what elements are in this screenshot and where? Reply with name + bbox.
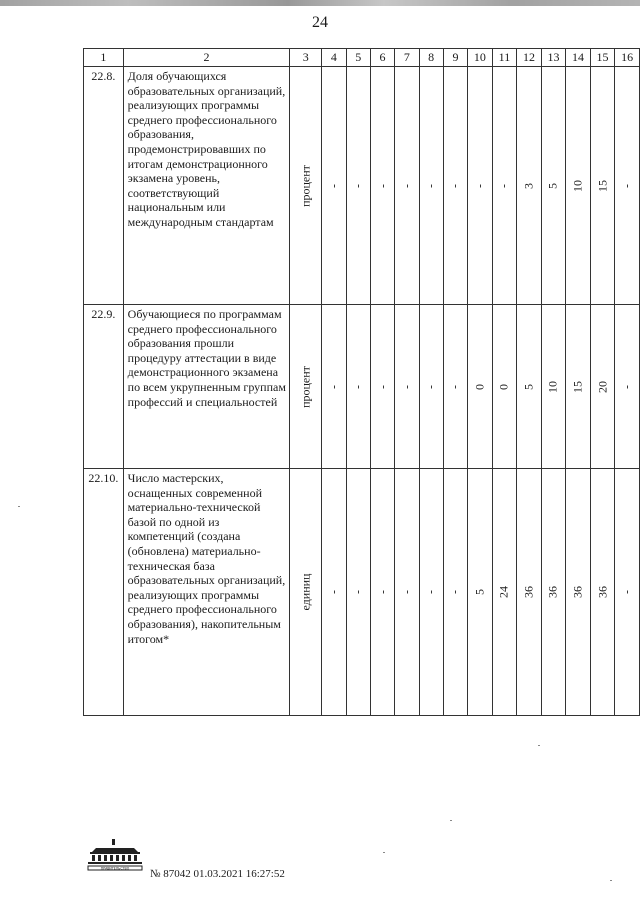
value-text: -	[423, 590, 438, 594]
value-cell	[468, 469, 493, 716]
value-cell	[615, 469, 640, 716]
column-header: 12	[517, 49, 542, 67]
column-header: 16	[615, 49, 640, 67]
column-header: 2	[123, 49, 290, 67]
value-text: -	[619, 590, 634, 594]
value-cell	[322, 469, 346, 716]
value-cell	[566, 305, 591, 469]
column-header: 5	[346, 49, 370, 67]
value-text: 36	[570, 586, 585, 598]
row-number: 22.10.	[84, 469, 124, 716]
value-text: -	[497, 183, 512, 188]
value-text: -	[448, 590, 463, 594]
column-header: 7	[395, 49, 419, 67]
value-text: -	[448, 384, 463, 389]
unit-label: единиц	[298, 573, 313, 611]
indicator-table	[83, 48, 640, 716]
column-header: 8	[419, 49, 443, 67]
value-cell	[492, 305, 517, 469]
value-cell	[615, 67, 640, 305]
indicator-name: Число мастерских, оснащенных современной материально-технической базой по одной из компетенций (создана (обновлена) материально-техническая база образовательных организаций, реализующих программы среднего профессионального образования), накопительным итогом*	[123, 469, 290, 716]
value-text: 5	[546, 182, 561, 189]
value-cell	[468, 67, 493, 305]
value-cell	[322, 305, 346, 469]
value-cell	[443, 305, 467, 469]
column-header: 15	[590, 49, 615, 67]
value-text: 0	[497, 383, 512, 390]
value-cell	[566, 469, 591, 716]
value-cell	[419, 469, 443, 716]
value-text: 36	[521, 586, 536, 598]
value-cell	[322, 67, 346, 305]
scan-edge	[0, 0, 640, 6]
value-text: -	[350, 384, 365, 389]
column-header: 10	[468, 49, 493, 67]
value-cell	[517, 67, 542, 305]
value-text: -	[326, 590, 341, 594]
value-text: -	[375, 183, 390, 188]
page-number: 24	[312, 14, 328, 31]
value-cell	[370, 67, 394, 305]
value-text: 0	[472, 383, 487, 390]
indicator-name: Доля обучающихся образовательных организаций, реализующих программы среднего профессионального образования, продемонстрировавших по итогам демонстрационного экзамена уровень, соответствующий национальным или международным стандартам	[123, 67, 290, 305]
value-cell	[443, 469, 467, 716]
value-text: -	[350, 590, 365, 594]
value-text: 10	[546, 380, 561, 393]
value-text: 5	[472, 589, 487, 595]
value-cell	[370, 469, 394, 716]
value-cell	[492, 469, 517, 716]
value-cell	[590, 469, 615, 716]
value-cell	[517, 469, 542, 716]
unit-label: процент	[298, 365, 313, 408]
value-text: -	[375, 384, 390, 389]
row-number: 22.8.	[84, 67, 124, 305]
table-row	[84, 469, 640, 716]
table-row	[84, 305, 640, 469]
svg-text:ПРАВИТЕЛЬСТВО: ПРАВИТЕЛЬСТВО	[100, 866, 130, 871]
column-header: 4	[322, 49, 346, 67]
value-cell	[395, 469, 419, 716]
value-cell	[468, 305, 493, 469]
value-text: -	[448, 183, 463, 188]
unit-cell	[290, 67, 322, 305]
value-text: 15	[595, 179, 610, 192]
value-text: 3	[521, 182, 536, 189]
unit-label: процент	[298, 164, 313, 207]
value-text: 20	[595, 380, 610, 393]
document-registration: № 87042 01.03.2021 16:27:52	[150, 868, 285, 880]
value-text: -	[399, 183, 414, 188]
value-cell	[615, 305, 640, 469]
value-cell	[443, 67, 467, 305]
value-cell	[517, 305, 542, 469]
value-cell	[346, 469, 370, 716]
value-cell	[346, 67, 370, 305]
value-cell	[346, 305, 370, 469]
value-text: -	[423, 183, 438, 188]
value-text: 10	[570, 179, 585, 192]
value-text: 15	[570, 380, 585, 393]
value-text: 5	[521, 383, 536, 390]
value-text: 36	[546, 586, 561, 598]
value-text: -	[326, 183, 341, 188]
column-header: 1	[84, 49, 124, 67]
indicator-name: Обучающиеся по программам среднего профессионального образования прошли процедуру аттестации в виде демонстрационного экзамена по всем укрупненным группам профессий и специальностей	[123, 305, 290, 469]
value-cell	[419, 305, 443, 469]
value-text: -	[399, 590, 414, 594]
value-cell	[492, 67, 517, 305]
value-cell	[419, 67, 443, 305]
column-header: 3	[290, 49, 322, 67]
value-text: -	[423, 384, 438, 389]
column-header: 9	[443, 49, 467, 67]
value-text: 36	[595, 586, 610, 598]
value-text: -	[375, 590, 390, 594]
value-text: -	[399, 384, 414, 389]
value-cell	[541, 67, 566, 305]
column-header: 11	[492, 49, 517, 67]
value-cell	[395, 305, 419, 469]
value-text: -	[326, 384, 341, 389]
header-row	[84, 49, 640, 67]
value-cell	[590, 305, 615, 469]
column-header: 13	[541, 49, 566, 67]
value-cell	[590, 67, 615, 305]
value-cell	[370, 305, 394, 469]
value-text: 24	[497, 586, 512, 598]
value-text: -	[472, 183, 487, 188]
value-cell	[566, 67, 591, 305]
table-row	[84, 67, 640, 305]
value-cell	[395, 67, 419, 305]
unit-cell	[290, 305, 322, 469]
value-cell	[541, 469, 566, 716]
value-text: -	[619, 183, 634, 188]
column-header: 6	[370, 49, 394, 67]
building-seal	[84, 838, 146, 872]
value-text: -	[619, 384, 634, 389]
column-header: 14	[566, 49, 591, 67]
unit-cell	[290, 469, 322, 716]
value-text: -	[350, 183, 365, 188]
row-number: 22.9.	[84, 305, 124, 469]
value-cell	[541, 305, 566, 469]
